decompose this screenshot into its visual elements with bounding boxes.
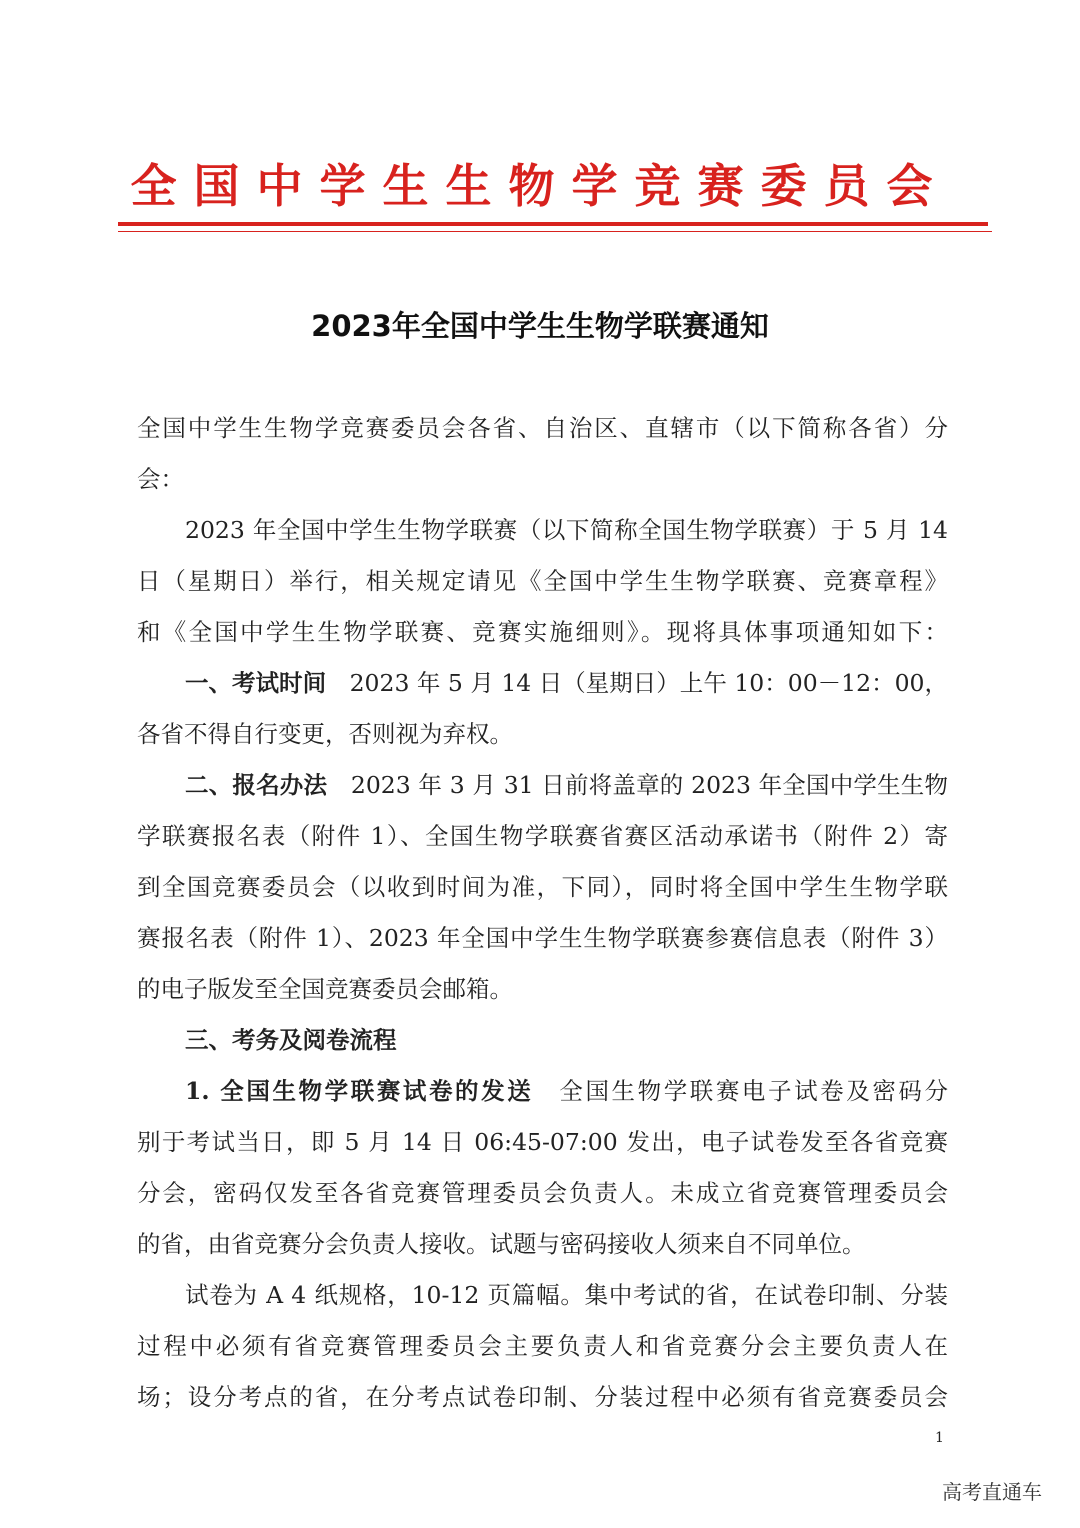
text-line: 到全国竞赛委员会（以收到时间为准，下同），同时将全国中学生生物学联: [137, 873, 948, 901]
text-line: 和《全国中学生生物学联赛、竞赛实施细则》。现将具体事项通知如下：: [137, 618, 948, 646]
document-title: 2023年全国中学生生物学联赛通知: [311, 309, 769, 343]
text-line: 会：: [137, 465, 184, 493]
page-number: 1: [935, 1430, 944, 1446]
section-heading: 一、考试时间: [185, 669, 327, 697]
text-line: 各省不得自行变更，否则视为弃权。: [137, 720, 513, 748]
text-line: 学联赛报名表（附件 1）、全国生物学联赛省赛区活动承诺书（附件 2）寄: [137, 822, 948, 850]
section-heading-line: [137, 1015, 948, 1066]
text-line: 的省，由省竞赛分会负责人接收。试题与密码接收人须来自不同单位。: [137, 1230, 866, 1258]
subsection-heading-line: 1. 全国生物学联赛试卷的发送 全国生物学联赛电子试卷及密码分: [185, 1077, 948, 1105]
letterhead-rule-thin: [118, 231, 992, 232]
section-heading-line: 二、报名办法 2023 年 3 月 31 日前将盖章的 2023 年全国中学生生物: [185, 771, 948, 799]
text-line: 赛报名表（附件 1）、2023 年全国中学生生物学联赛参赛信息表（附件 3）: [137, 924, 948, 952]
text-line: 分会，密码仅发至各省竞赛管理委员会负责人。未成立省竞赛管理委员会: [137, 1179, 948, 1207]
text-line: 别于考试当日，即 5 月 14 日 06:45-07:00 发出，电子试卷发至各省竞赛: [137, 1128, 948, 1156]
text-line: 日（星期日）举行，相关规定请见《全国中学生生物学联赛、竞赛章程》: [137, 567, 948, 595]
subsection-heading: 1. 全国生物学联赛试卷的发送: [185, 1077, 534, 1105]
document-body: [137, 403, 948, 1423]
text-line: 2023 年全国中学生生物学联赛（以下简称全国生物学联赛）于 5 月 14: [185, 516, 948, 544]
text-line: 的电子版发至全国竞赛委员会邮箱。: [137, 975, 513, 1003]
section-heading: 二、报名办法: [185, 771, 328, 799]
section-heading: 三、考务及阅卷流程: [185, 1026, 397, 1054]
text-line: 过程中必须有省竞赛管理委员会主要负责人和省竞赛分会主要负责人在: [137, 1332, 948, 1360]
letterhead-rule-thick: [118, 222, 988, 226]
watermark: 高考直通车: [942, 1480, 1042, 1504]
text-line: 试卷为 A 4 纸规格，10-12 页篇幅。集中考试的省，在试卷印制、分装: [185, 1281, 948, 1309]
issuer-letterhead: 全国中学生生物学竞赛委员会: [130, 159, 950, 213]
text-line: 场；设分考点的省，在分考点试卷印制、分装过程中必须有省竞赛委员会: [137, 1383, 948, 1411]
section-heading-line: 一、考试时间 2023 年 5 月 14 日（星期日）上午 10：00－12：00，: [185, 669, 948, 697]
text-line: 全国中学生生物学竞赛委员会各省、自治区、直辖市（以下简称各省）分: [137, 414, 948, 442]
